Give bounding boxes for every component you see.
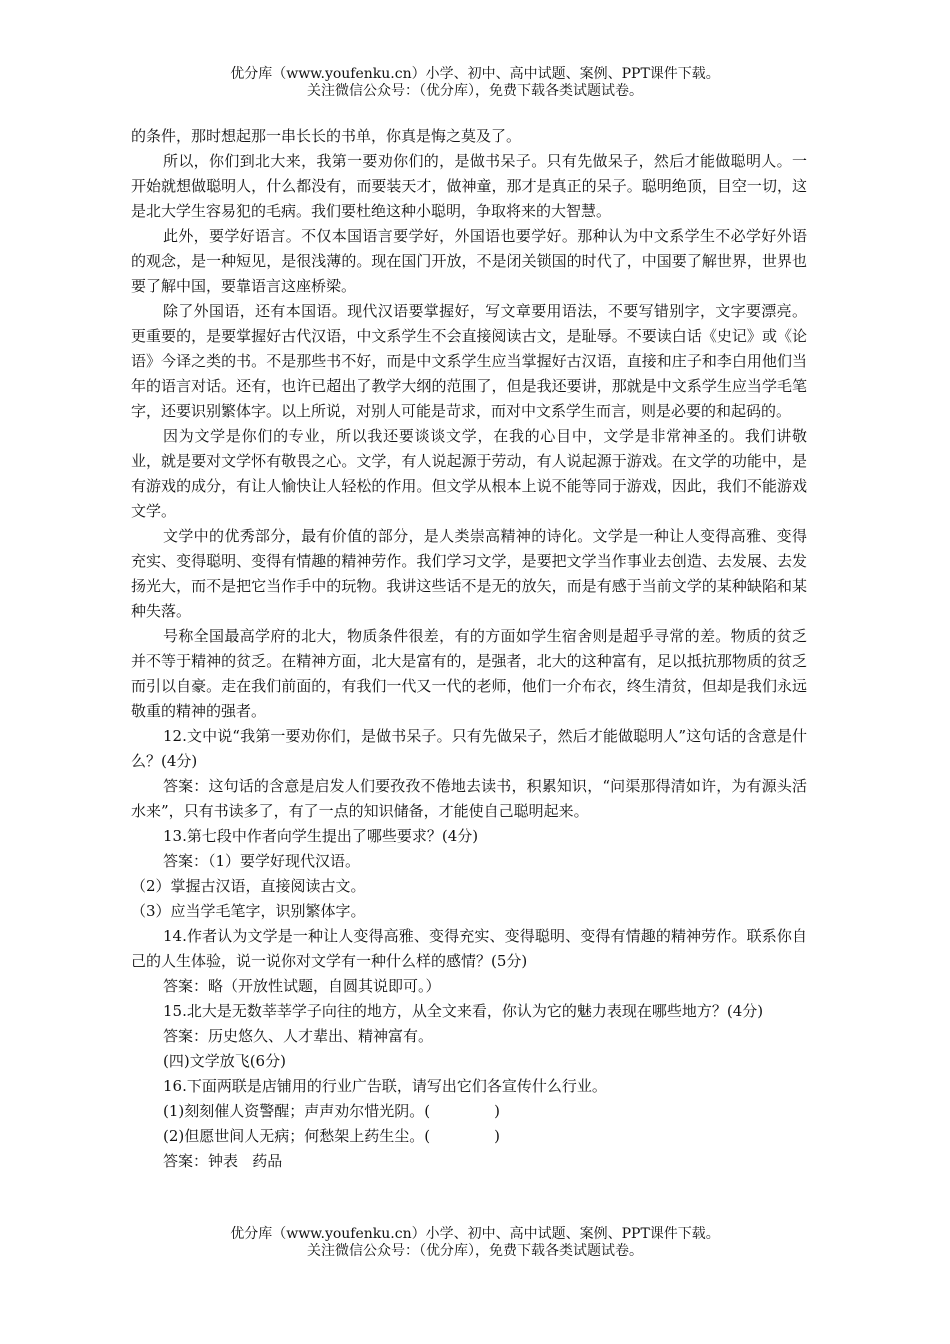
closing-paren: ) xyxy=(494,1102,500,1120)
answer-13-item-3: （3）应当学毛笔字，识别繁体字。 xyxy=(131,902,366,920)
header-line-site: 优分库（www.youfenku.cn）小学、初中、高中试题、案例、PPT课件下载。 xyxy=(230,66,720,82)
answer-16: 答案：钟表 药品 xyxy=(163,1152,283,1170)
paragraph: 文学中的优秀部分，最有价值的部分，是人类崇高精神的诗化。文学是一种让人变得高雅、变得充实、变得聪明、变得有情趣的精神劳作。我们学习文学，是要把文学当作事业去创造、去发展、去发扬光大，而不是把它当作手中的玩物。我讲这些话不是无的放矢，而是有感于当前文学的某种缺陷和某种失落。 xyxy=(131,527,807,620)
paragraph: 除了外国语，还有本国语。现代汉语要掌握好，写文章要用语法，不要写错别字，文字要漂亮。更重要的，是要掌握好古代汉语，中文系学生不会直接阅读古文，是耻辱。不要读白话《史记》或《论语》今译之类的书。不是那些书不好，而是中文系学生应当掌握好古汉语，直接和庄子和李白用他们当年的语言对话。还有，也许已超出了教学大纲的范围了，但是我还要讲，那就是中文系学生应当学毛笔字，还要识别繁体字。以上所说，对别人可能是苛求，而对中文系学生而言，则是必要的和起码的。 xyxy=(131,302,807,420)
header-line-wechat: 关注微信公众号：（优分库），免费下载各类试题试卷。 xyxy=(307,83,643,99)
paragraph: 所以，你们到北大来，我第一要劝你们的，是做书呆子。只有先做呆子，然后才能做聪明人。一开始就想做聪明人，什么都没有，而要装天才，做神童，那才是真正的呆子。聪明绝顶，目空一切，这是北大学生容易犯的毛病。我们要杜绝这种小聪明，争取将来的大智慧。 xyxy=(131,152,807,220)
answer-13-item-2: （2）掌握古汉语，直接阅读古文。 xyxy=(131,877,366,895)
question-13: 13.第七段中作者向学生提出了哪些要求？(4分) xyxy=(163,827,479,845)
couplet-text: (2)但愿世间人无病；何愁架上药生尘。( xyxy=(163,1127,431,1145)
footer-line-site: 优分库（www.youfenku.cn）小学、初中、高中试题、案例、PPT课件下载。 xyxy=(230,1226,720,1242)
section-heading: (四)文学放飞(6分) xyxy=(163,1052,286,1070)
question-16: 16.下面两联是店铺用的行业广告联，请写出它们各宣传什么行业。 xyxy=(163,1077,607,1095)
paragraph-continuation: 的条件，那时想起那一串长长的书单，你真是悔之莫及了。 xyxy=(131,127,522,145)
page-footer xyxy=(0,1226,950,1260)
answer-12: 答案：这句话的含意是启发人们要孜孜不倦地去读书，积累知识，“问渠那得清如许，为有源头活水来”，只有书读多了，有了一点的知识储备，才能使自己聪明起来。 xyxy=(131,777,807,820)
answer-13-item-1: 答案：（1）要学好现代汉语。 xyxy=(163,852,361,870)
paragraph: 因为文学是你们的专业，所以我还要谈谈文学，在我的心目中，文学是非常神圣的。我们讲敬业，就是要对文学怀有敬畏之心。文学，有人说起源于劳动，有人说起源于游戏。在文学的功能中，是有游戏的成分，有让人愉快让人轻松的作用。但文学从根本上说不能等同于游戏，因此，我们不能游戏文学。 xyxy=(131,427,807,520)
question-16-item-1 xyxy=(131,1099,807,1124)
answer-15: 答案：历史悠久、人才辈出、精神富有。 xyxy=(163,1027,434,1045)
footer-line-wechat: 关注微信公众号：（优分库），免费下载各类试题试卷。 xyxy=(307,1243,643,1259)
document-body xyxy=(131,124,807,1174)
couplet-text: (1)刻刻催人资警醒；声声劝尔惜光阴。( xyxy=(163,1102,431,1120)
answer-14: 答案：略（开放性试题，自圆其说即可。） xyxy=(163,977,441,995)
question-15: 15.北大是无数莘莘学子向往的地方，从全文来看，你认为它的魅力表现在哪些地方？(4分) xyxy=(163,1002,764,1020)
question-14: 14.作者认为文学是一种让人变得高雅、变得充实、变得聪明、变得有情趣的精神劳作。联系你自己的人生体验，说一说你对文学有一种什么样的感情？(5分) xyxy=(131,927,807,970)
question-16-item-2 xyxy=(131,1124,807,1149)
paragraph: 此外，要学好语言。不仅本国语言要学好，外国语也要学好。那种认为中文系学生不必学好外语的观念，是一种短见，是很浅薄的。现在国门开放，不是闭关锁国的时代了，中国要了解世界，世界也要了解中国，要靠语言这座桥梁。 xyxy=(131,227,807,295)
paragraph: 号称全国最高学府的北大，物质条件很差，有的方面如学生宿舍则是超乎寻常的差。物质的贫乏并不等于精神的贫乏。在精神方面，北大是富有的，是强者，北大的这种富有，足以抵抗那物质的贫乏而引以自豪。走在我们前面的，有我们一代又一代的老师，他们一介布衣，终生清贫，但却是我们永远敬重的精神的强者。 xyxy=(131,627,807,720)
question-12: 12.文中说“我第一要劝你们，是做书呆子。只有先做呆子，然后才能做聪明人”这句话的含意是什么？(4分) xyxy=(131,727,807,770)
closing-paren: ) xyxy=(494,1127,500,1145)
page-header xyxy=(0,66,950,100)
